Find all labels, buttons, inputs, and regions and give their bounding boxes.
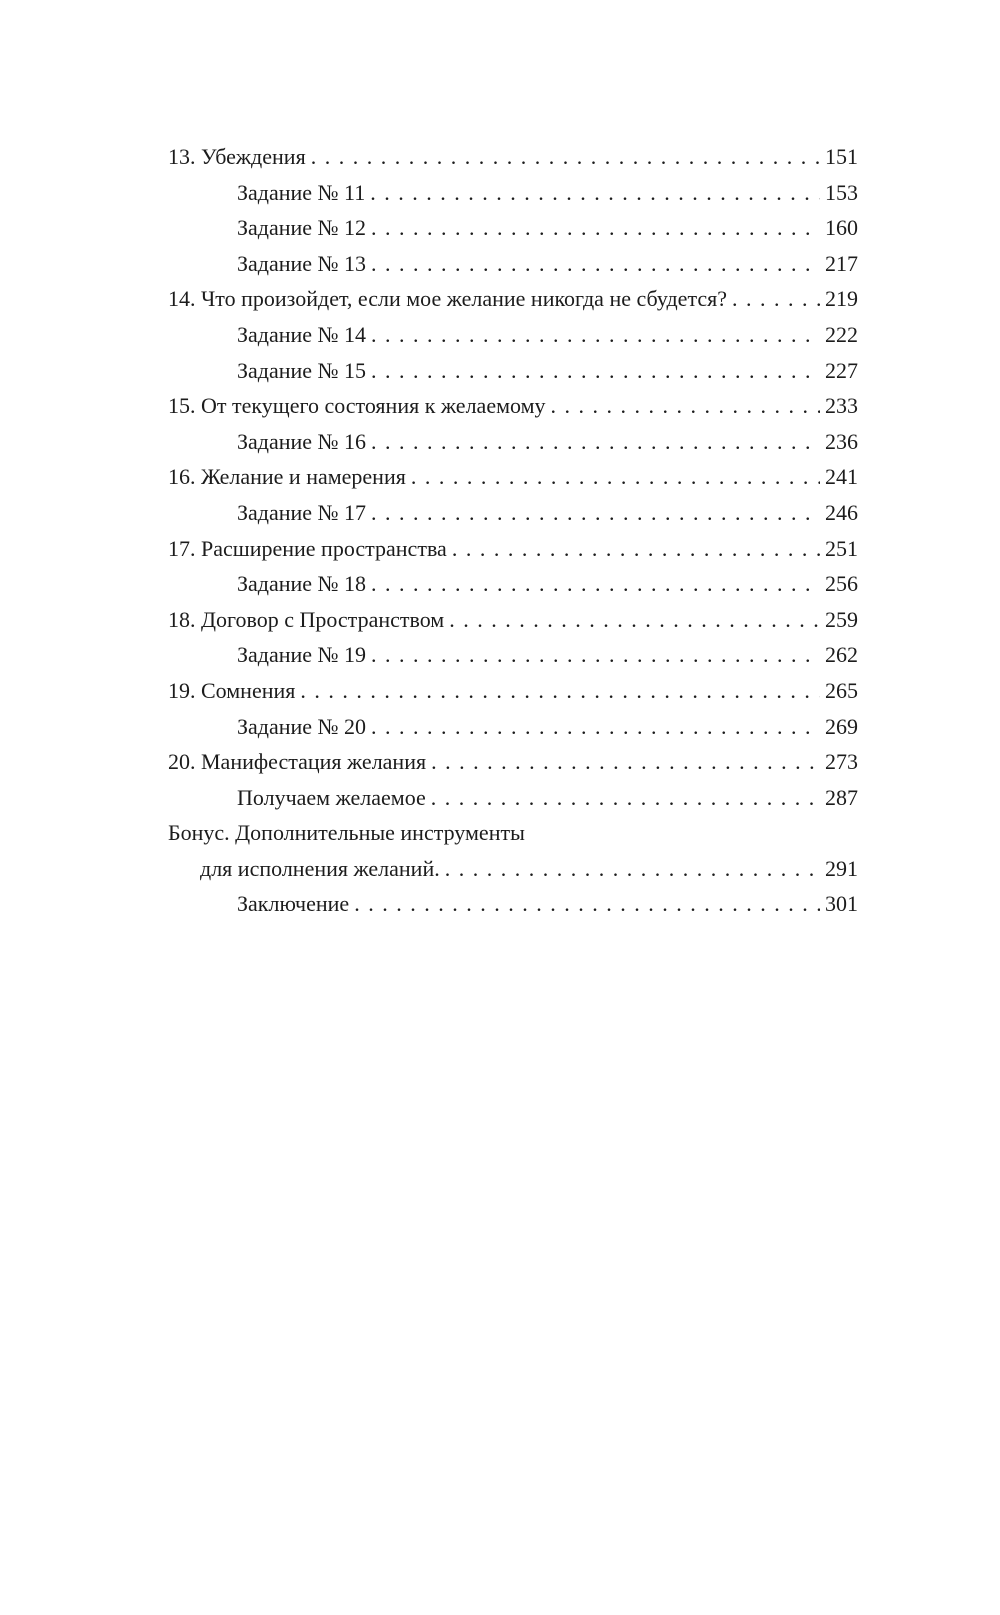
toc-entry-page: 291	[825, 855, 858, 881]
toc-entry-title: Получаем желаемое	[237, 784, 426, 810]
dot-leader	[445, 851, 820, 887]
toc-entry	[168, 673, 858, 709]
toc-entry	[168, 281, 858, 317]
toc-entry-page: 160	[825, 215, 858, 241]
toc-entry	[168, 780, 858, 816]
toc-entry-title: 15. От текущего состояния к желаемому	[168, 393, 546, 419]
dot-leader	[551, 388, 820, 424]
toc-entry-page: 265	[825, 677, 858, 703]
toc-entry	[168, 246, 858, 282]
toc-entry-page: 301	[825, 891, 858, 917]
toc-entry	[168, 566, 858, 602]
toc-entry-title: 14. Что произойдет, если мое желание никогда не сбудется?	[168, 286, 727, 312]
toc-entry-title: Задание № 16	[237, 428, 367, 454]
toc-entry-title: Задание № 11	[237, 179, 366, 205]
toc-entry-title: Заключение	[237, 891, 350, 917]
toc-entry-title: Задание № 13	[237, 250, 367, 276]
toc-entry-page: 259	[825, 606, 858, 632]
toc-entry-page: 241	[825, 464, 858, 490]
dot-leader	[411, 459, 820, 495]
toc-entry	[168, 317, 858, 353]
dot-leader	[371, 210, 820, 246]
toc-entry-page: 246	[825, 499, 858, 525]
dot-leader	[371, 353, 820, 389]
toc-entry-page: 153	[825, 179, 858, 205]
toc-entry-page: 273	[825, 749, 858, 775]
toc-entry-title: Бонус. Дополнительные инструменты	[168, 820, 525, 846]
toc-entry-page: 227	[825, 357, 858, 383]
toc-entry	[168, 531, 858, 567]
dot-leader	[370, 175, 820, 211]
toc-entry	[168, 139, 858, 175]
toc-entry-title: 17. Расширение пространства	[168, 535, 447, 561]
toc-entry-page: 269	[825, 713, 858, 739]
toc-entry-page: 251	[825, 535, 858, 561]
toc-entry	[168, 353, 858, 389]
toc-entry-title: 18. Договор с Пространством	[168, 606, 445, 632]
toc-entry-title: Задание № 15	[237, 357, 367, 383]
table-of-contents	[168, 139, 858, 922]
dot-leader	[431, 780, 820, 816]
toc-entry	[168, 602, 858, 638]
toc-entry-title: 16. Желание и намерения	[168, 464, 406, 490]
toc-entry	[168, 637, 858, 673]
toc-entry-title: для исполнения желаний.	[200, 855, 440, 881]
toc-entry-page: 219	[825, 286, 858, 312]
toc-entry-title: Задание № 12	[237, 215, 367, 241]
toc-entry	[168, 459, 858, 495]
toc-entry-page: 151	[825, 144, 858, 169]
toc-entry	[168, 424, 858, 460]
toc-entry-page: 233	[825, 393, 858, 419]
toc-entry-continuation	[168, 851, 858, 887]
dot-leader	[371, 246, 820, 282]
toc-entry-page: 236	[825, 428, 858, 454]
toc-entry	[168, 495, 858, 531]
toc-entry	[168, 744, 858, 780]
toc-entry-title: Задание № 14	[237, 321, 367, 347]
dot-leader	[371, 424, 820, 460]
toc-entry-page: 287	[825, 784, 858, 810]
toc-entry-page: 217	[825, 250, 858, 276]
dot-leader	[300, 673, 820, 709]
toc-entry	[168, 709, 858, 745]
toc-entry-page: 256	[825, 571, 858, 597]
dot-leader	[431, 744, 820, 780]
toc-entry-title: Задание № 20	[237, 713, 367, 739]
dot-leader	[311, 139, 820, 175]
toc-entry-title: Задание № 17	[237, 499, 367, 525]
dot-leader	[371, 566, 820, 602]
toc-entry	[168, 815, 858, 851]
toc-entry-page: 262	[825, 642, 858, 668]
toc-entry	[168, 886, 858, 922]
dot-leader	[452, 531, 820, 567]
toc-entry-title: 13. Убеждения	[168, 144, 306, 169]
dot-leader	[371, 637, 820, 673]
toc-entry-title: 19. Сомнения	[168, 677, 296, 703]
dot-leader	[354, 886, 820, 922]
toc-entry	[168, 210, 858, 246]
toc-entry-title: Задание № 19	[237, 642, 367, 668]
toc-entry	[168, 388, 858, 424]
toc-entry-page: 222	[825, 321, 858, 347]
toc-entry	[168, 175, 858, 211]
dot-leader	[732, 281, 820, 317]
toc-entry-title: 20. Манифестация желания	[168, 749, 427, 775]
dot-leader	[371, 495, 820, 531]
dot-leader	[371, 709, 820, 745]
dot-leader	[371, 317, 820, 353]
dot-leader	[449, 602, 820, 638]
toc-entry-title: Задание № 18	[237, 571, 367, 597]
